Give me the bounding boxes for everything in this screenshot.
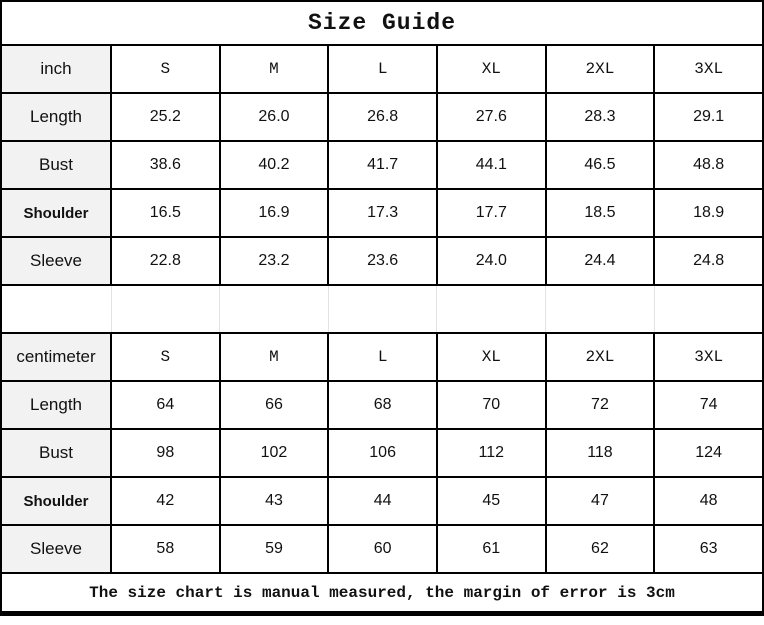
- measurement-value: 98: [111, 429, 220, 477]
- measurement-value: 102: [220, 429, 329, 477]
- footer-row: [1, 573, 763, 612]
- separator-cell: [111, 285, 220, 333]
- size-code-header: 2XL: [546, 45, 655, 93]
- measurement-value: 124: [654, 429, 763, 477]
- row-label: Shoulder: [1, 477, 111, 525]
- measurement-value: 74: [654, 381, 763, 429]
- row-label: Bust: [1, 429, 111, 477]
- measurement-row: [1, 237, 763, 285]
- measurement-row: [1, 93, 763, 141]
- measurement-value: 29.1: [654, 93, 763, 141]
- size-code-header: L: [328, 333, 437, 381]
- measurement-value: 22.8: [111, 237, 220, 285]
- title-row: [1, 1, 763, 45]
- size-header-row: [1, 333, 763, 381]
- title-section: [1, 1, 763, 45]
- measurement-value: 48.8: [654, 141, 763, 189]
- measurement-value: 59: [220, 525, 329, 573]
- measurement-value: 70: [437, 381, 546, 429]
- measurement-row: [1, 525, 763, 573]
- measurement-value: 24.0: [437, 237, 546, 285]
- measurement-value: 43: [220, 477, 329, 525]
- size-table-inch: [1, 45, 763, 285]
- measurement-value: 44.1: [437, 141, 546, 189]
- measurement-value: 23.6: [328, 237, 437, 285]
- size-code-header: M: [220, 333, 329, 381]
- size-code-header: XL: [437, 45, 546, 93]
- measurement-value: 64: [111, 381, 220, 429]
- size-table-centimeter: [1, 333, 763, 573]
- measurement-row: [1, 141, 763, 189]
- measurement-value: 18.5: [546, 189, 655, 237]
- size-code-header: S: [111, 45, 220, 93]
- measurement-value: 44: [328, 477, 437, 525]
- measurement-value: 47: [546, 477, 655, 525]
- measurement-value: 17.7: [437, 189, 546, 237]
- separator-section: [1, 285, 763, 333]
- measurement-row: [1, 477, 763, 525]
- separator-cell: [654, 285, 763, 333]
- unit-label: centimeter: [1, 333, 111, 381]
- measurement-value: 16.5: [111, 189, 220, 237]
- row-label: Shoulder: [1, 189, 111, 237]
- separator-cell: [546, 285, 655, 333]
- row-label: Length: [1, 93, 111, 141]
- separator-cell: [437, 285, 546, 333]
- size-code-header: 3XL: [654, 333, 763, 381]
- row-label: Sleeve: [1, 237, 111, 285]
- measurement-value: 25.2: [111, 93, 220, 141]
- measurement-row: [1, 429, 763, 477]
- measurement-value: 118: [546, 429, 655, 477]
- measurement-value: 46.5: [546, 141, 655, 189]
- row-label: Sleeve: [1, 525, 111, 573]
- measurement-value: 72: [546, 381, 655, 429]
- measurement-value: 24.4: [546, 237, 655, 285]
- measurement-value: 26.8: [328, 93, 437, 141]
- row-label: Bust: [1, 141, 111, 189]
- separator-cell: [1, 285, 111, 333]
- row-label: Length: [1, 381, 111, 429]
- footer-section: [1, 573, 763, 612]
- measurement-value: 63: [654, 525, 763, 573]
- measurement-value: 66: [220, 381, 329, 429]
- measurement-value: 41.7: [328, 141, 437, 189]
- measurement-value: 58: [111, 525, 220, 573]
- measurement-value: 40.2: [220, 141, 329, 189]
- measurement-value: 18.9: [654, 189, 763, 237]
- measurement-value: 61: [437, 525, 546, 573]
- size-code-header: 2XL: [546, 333, 655, 381]
- measurement-value: 23.2: [220, 237, 329, 285]
- measurement-value: 26.0: [220, 93, 329, 141]
- measurement-row: [1, 189, 763, 237]
- separator-cell: [220, 285, 329, 333]
- measurement-value: 112: [437, 429, 546, 477]
- size-code-header: S: [111, 333, 220, 381]
- measurement-value: 38.6: [111, 141, 220, 189]
- measurement-value: 106: [328, 429, 437, 477]
- page-title: Size Guide: [1, 1, 763, 45]
- measurement-row: [1, 381, 763, 429]
- size-code-header: XL: [437, 333, 546, 381]
- measurement-value: 42: [111, 477, 220, 525]
- size-header-row: [1, 45, 763, 93]
- size-code-header: L: [328, 45, 437, 93]
- separator-row: [1, 285, 763, 333]
- measurement-value: 28.3: [546, 93, 655, 141]
- measurement-value: 27.6: [437, 93, 546, 141]
- separator-cell: [328, 285, 437, 333]
- size-code-header: 3XL: [654, 45, 763, 93]
- measurement-value: 24.8: [654, 237, 763, 285]
- unit-label: inch: [1, 45, 111, 93]
- measurement-value: 48: [654, 477, 763, 525]
- size-code-header: M: [220, 45, 329, 93]
- measurement-value: 68: [328, 381, 437, 429]
- footer-note: The size chart is manual measured, the margin of error is 3cm: [1, 573, 763, 612]
- measurement-value: 17.3: [328, 189, 437, 237]
- measurement-value: 16.9: [220, 189, 329, 237]
- measurement-value: 60: [328, 525, 437, 573]
- measurement-value: 45: [437, 477, 546, 525]
- measurement-value: 62: [546, 525, 655, 573]
